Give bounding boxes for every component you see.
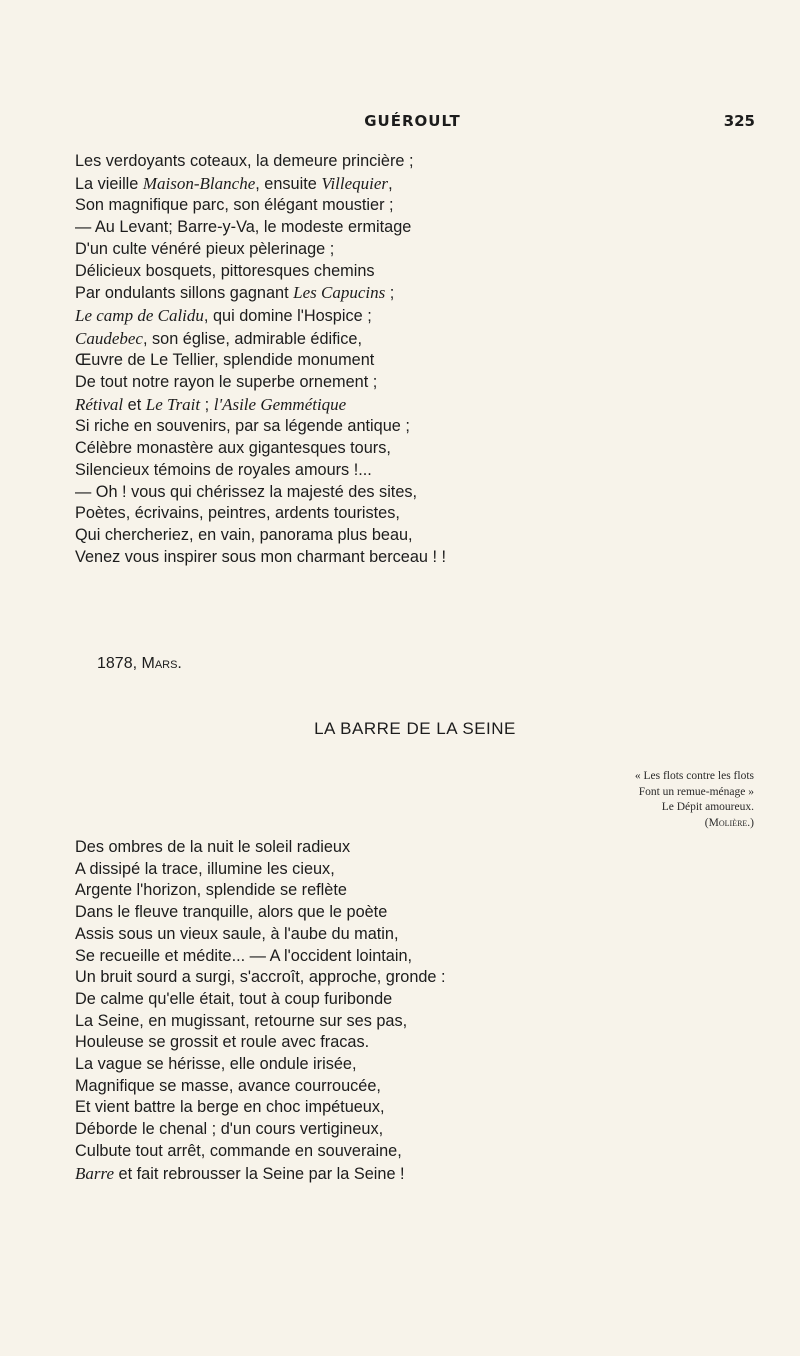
running-head [70, 112, 755, 136]
verse-line: Et vient battre la berge en choc impétueux, [75, 1098, 385, 1117]
verse-line: Venez vous inspirer sous mon charmant berceau ! ! [75, 547, 447, 566]
italic-place-name: Les Capucins [293, 283, 386, 303]
verse-line: Si riche en souvenirs, par sa légende antique ; [75, 417, 410, 436]
verse-line: Poètes, écrivains, peintres, ardents touristes, [75, 504, 400, 523]
verse-line: Argente l'horizon, splendide se reflète [75, 881, 347, 900]
verse-line: La Seine, en mugissant, retourne sur ses pas, [75, 1011, 408, 1030]
page-number: 325 [723, 112, 755, 130]
italic-place-name: Rétival [75, 394, 124, 414]
italic-place-name: Barre [75, 1163, 115, 1183]
verse-line: Rétival et Le Trait ; l'Asile Gemmétique [75, 394, 347, 414]
verse-line: Qui chercheriez, en vain, panorama plus beau, [75, 525, 413, 544]
epigraph [635, 769, 754, 831]
verse-line: Par ondulants sillons gagnant Les Capucins ; [75, 283, 395, 303]
verse-line: Culbute tout arrêt, commande en souveraine, [75, 1141, 402, 1160]
running-title: GUÉROULT [364, 112, 461, 130]
epigraph-attribution: (Molière.) [704, 816, 754, 829]
verse-line: La vieille Maison-Blanche, ensuite Villequier, [75, 173, 393, 193]
verse-line: A dissipé la trace, illumine les cieux, [75, 859, 335, 878]
epigraph-source: Le Dépit amoureux. [661, 801, 754, 813]
poem-two [75, 837, 755, 1185]
italic-place-name: Villequier [321, 173, 389, 193]
verse-line: — Au Levant; Barre-y-Va, le modeste ermitage [75, 218, 412, 237]
verse-line: Se recueille et médite... — A l'occident lointain, [75, 946, 413, 965]
epigraph-line: « Les flots contre les flots [634, 770, 754, 782]
verse-line: Œuvre de Le Tellier, splendide monument [75, 351, 375, 370]
verse-line: Houleuse se grossit et roule avec fracas. [75, 1033, 370, 1052]
italic-place-name: Caudebec [75, 328, 143, 348]
poem-one [75, 151, 755, 568]
verse-line: Le camp de Calidu, qui domine l'Hospice ; [75, 305, 372, 325]
verse-line: Magnifique se masse, avance courroucée, [75, 1076, 381, 1095]
verse-line: Déborde le chenal ; d'un cours vertigineux, [75, 1120, 384, 1139]
verse-line: Assis sous un vieux saule, à l'aube du matin, [75, 924, 399, 943]
verse-line: Silencieux témoins de royales amours !... [75, 460, 372, 479]
epigraph-line: Font un remue-ménage » [638, 785, 754, 798]
verse-line: Des ombres de la nuit le soleil radieux [75, 838, 351, 856]
verse-line: Délicieux bosquets, pittoresques chemins [75, 261, 375, 280]
verse-line: D'un culte vénéré pieux pèlerinage ; [75, 239, 335, 258]
italic-place-name: Le Trait [145, 394, 201, 414]
italic-place-name: Maison-Blanche [142, 173, 256, 193]
date-line: 1878, Mars. [97, 655, 182, 672]
verse-line: Un bruit sourd a surgi, s'accroît, approche, gronde : [75, 968, 446, 987]
verse-line: Caudebec, son église, admirable édifice, [75, 328, 362, 348]
poem-title: LA BARRE DE LA SEINE [314, 719, 516, 738]
verse-line: — Oh ! vous qui chérissez la majesté des sites, [75, 482, 418, 501]
italic-place-name: Le camp de Calidu [75, 305, 204, 325]
verse-line: Barre et fait rebrousser la Seine par la Seine ! [75, 1163, 405, 1183]
verse-line: Célèbre monastère aux gigantesques tours, [75, 439, 391, 458]
italic-place-name: l'Asile Gemmétique [213, 394, 347, 414]
verse-line: Les verdoyants coteaux, la demeure princière ; [75, 152, 414, 170]
verse-line: De tout notre rayon le superbe ornement ; [75, 373, 378, 392]
verse-line: Dans le fleuve tranquille, alors que le poète [75, 903, 388, 922]
verse-line: De calme qu'elle était, tout à coup furibonde [75, 989, 393, 1008]
verse-line: La vague se hérisse, elle ondule irisée, [75, 1055, 357, 1074]
verse-line: Son magnifique parc, son élégant moustier ; [75, 196, 394, 215]
